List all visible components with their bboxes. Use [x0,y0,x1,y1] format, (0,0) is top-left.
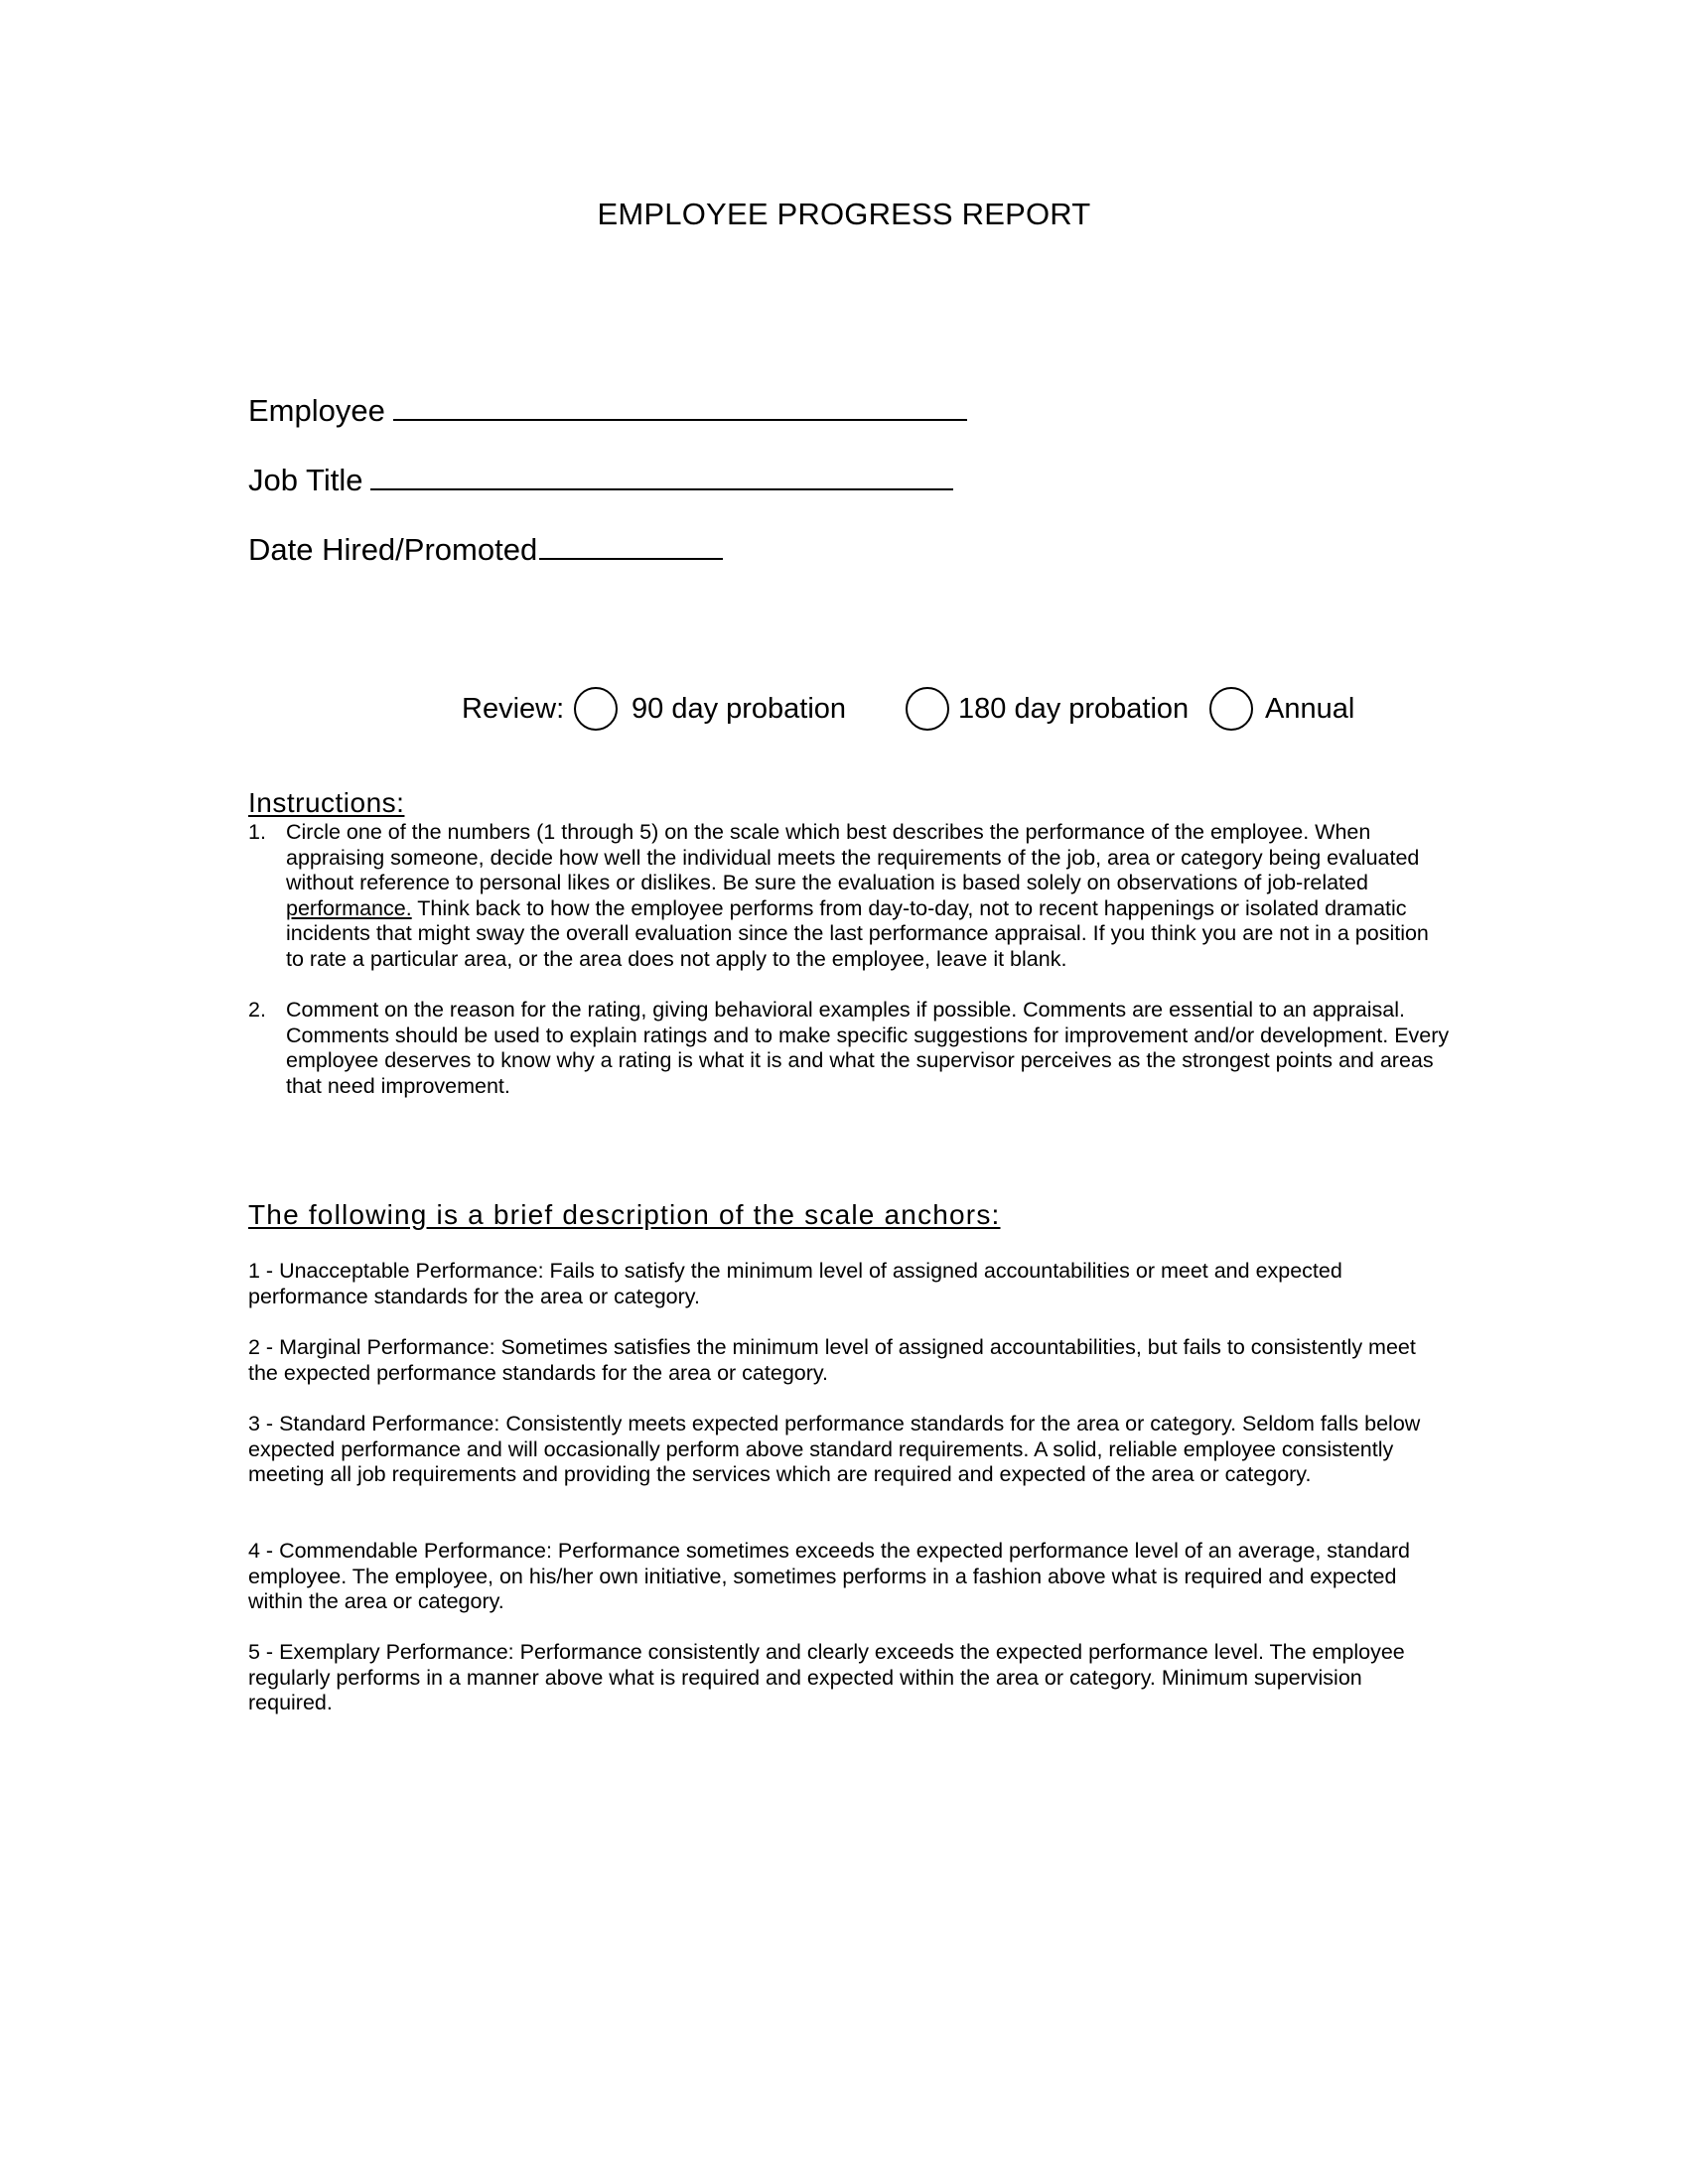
job-title-blank-line[interactable] [370,461,953,490]
employee-blank-line[interactable] [393,391,967,421]
option-annual: Annual [1265,693,1355,725]
scale-anchor: 1 - Unacceptable Performance: Fails to satisfy the minimum level of assigned accountabilities or meet and expected performance standards for the area or category. [248,1259,1342,1308]
instruction-text-part: Think back to how the employee performs from day-to-day, not to recent happenings or isolated dramatic incidents that might sway the overall evaluation since the last performance appraisal. If you think you are not in a position to rate a particular area, or the area does not apply to the employee, leave it blank. [286,895,1429,971]
date-hired-blank-line[interactable] [539,530,723,560]
instruction-item [248,998,1450,1099]
instruction-text-part: Circle one of the numbers (1 through 5) on the scale which best describes the performance of the employee. When appraising someone, decide how well the individual meets the requirements of the job, area or category being evaluated without reference to personal likes or dislikes. Be sure the evaluation is based solely on observations of job-related [286,820,1420,894]
date-hired-label: Date Hired/Promoted [248,532,538,567]
option-180-day-probation: 180 day probation [958,693,1190,725]
scale-anchor: 4 - Commendable Performance: Performance sometimes exceeds the expected performance level of an average, standard employee. The employee, on his/her own initiative, sometimes performs in a fashion above what is required and expected within the area or category. [248,1539,1410,1613]
employee-label: Employee [248,393,385,428]
review-label: Review: [462,693,565,725]
scale-anchor: 2 - Marginal Performance: Sometimes satisfies the minimum level of assigned accountabilities, but fails to consistently meet the expected performance standards for the area or category. [248,1335,1416,1385]
document-title: EMPLOYEE PROGRESS REPORT [597,197,1091,231]
instruction-number: 2. [248,998,266,1022]
employee-field [248,391,967,429]
scale-anchors-heading: The following is a brief description of the scale anchors: [248,1199,1001,1230]
option-90-day-probation: 90 day probation [632,693,847,725]
radio-180-day-probation[interactable] [906,687,949,731]
underlined-word: performance. [286,895,412,920]
instructions-heading: Instructions: [248,787,405,818]
radio-annual[interactable] [1209,687,1253,731]
instruction-text: Comment on the reason for the rating, giving behavioral examples if possible. Comments are essential to an appraisal. Comments should be used to explain ratings and to make specific suggestions for improvement and/or development. Every employee deserves to know why a rating is what it is and what the supervisor perceives as the strongest points and areas that need improvement. [286,998,1450,1098]
job-title-field [248,461,953,498]
review-type-group [0,687,1688,737]
radio-90-day-probation[interactable] [574,687,618,731]
job-title-label: Job Title [248,463,363,497]
scale-anchor: 5 - Exemplary Performance: Performance consistently and clearly exceeds the expected performance level. The employee regularly performs in a manner above what is required and expected within the area or category. Minimum supervision required. [248,1640,1405,1714]
instruction-text [286,820,1450,972]
scale-anchor: 3 - Standard Performance: Consistently meets expected performance standards for the area or category. Seldom falls below expected performance and will occasionally perform above standard requirements. A solid, reliable employee consistently meeting all job requirements and providing the services which are required and expected of the area or category. [248,1412,1421,1486]
instruction-item [248,820,1450,972]
instruction-number: 1. [248,820,266,844]
date-hired-field [248,530,723,568]
